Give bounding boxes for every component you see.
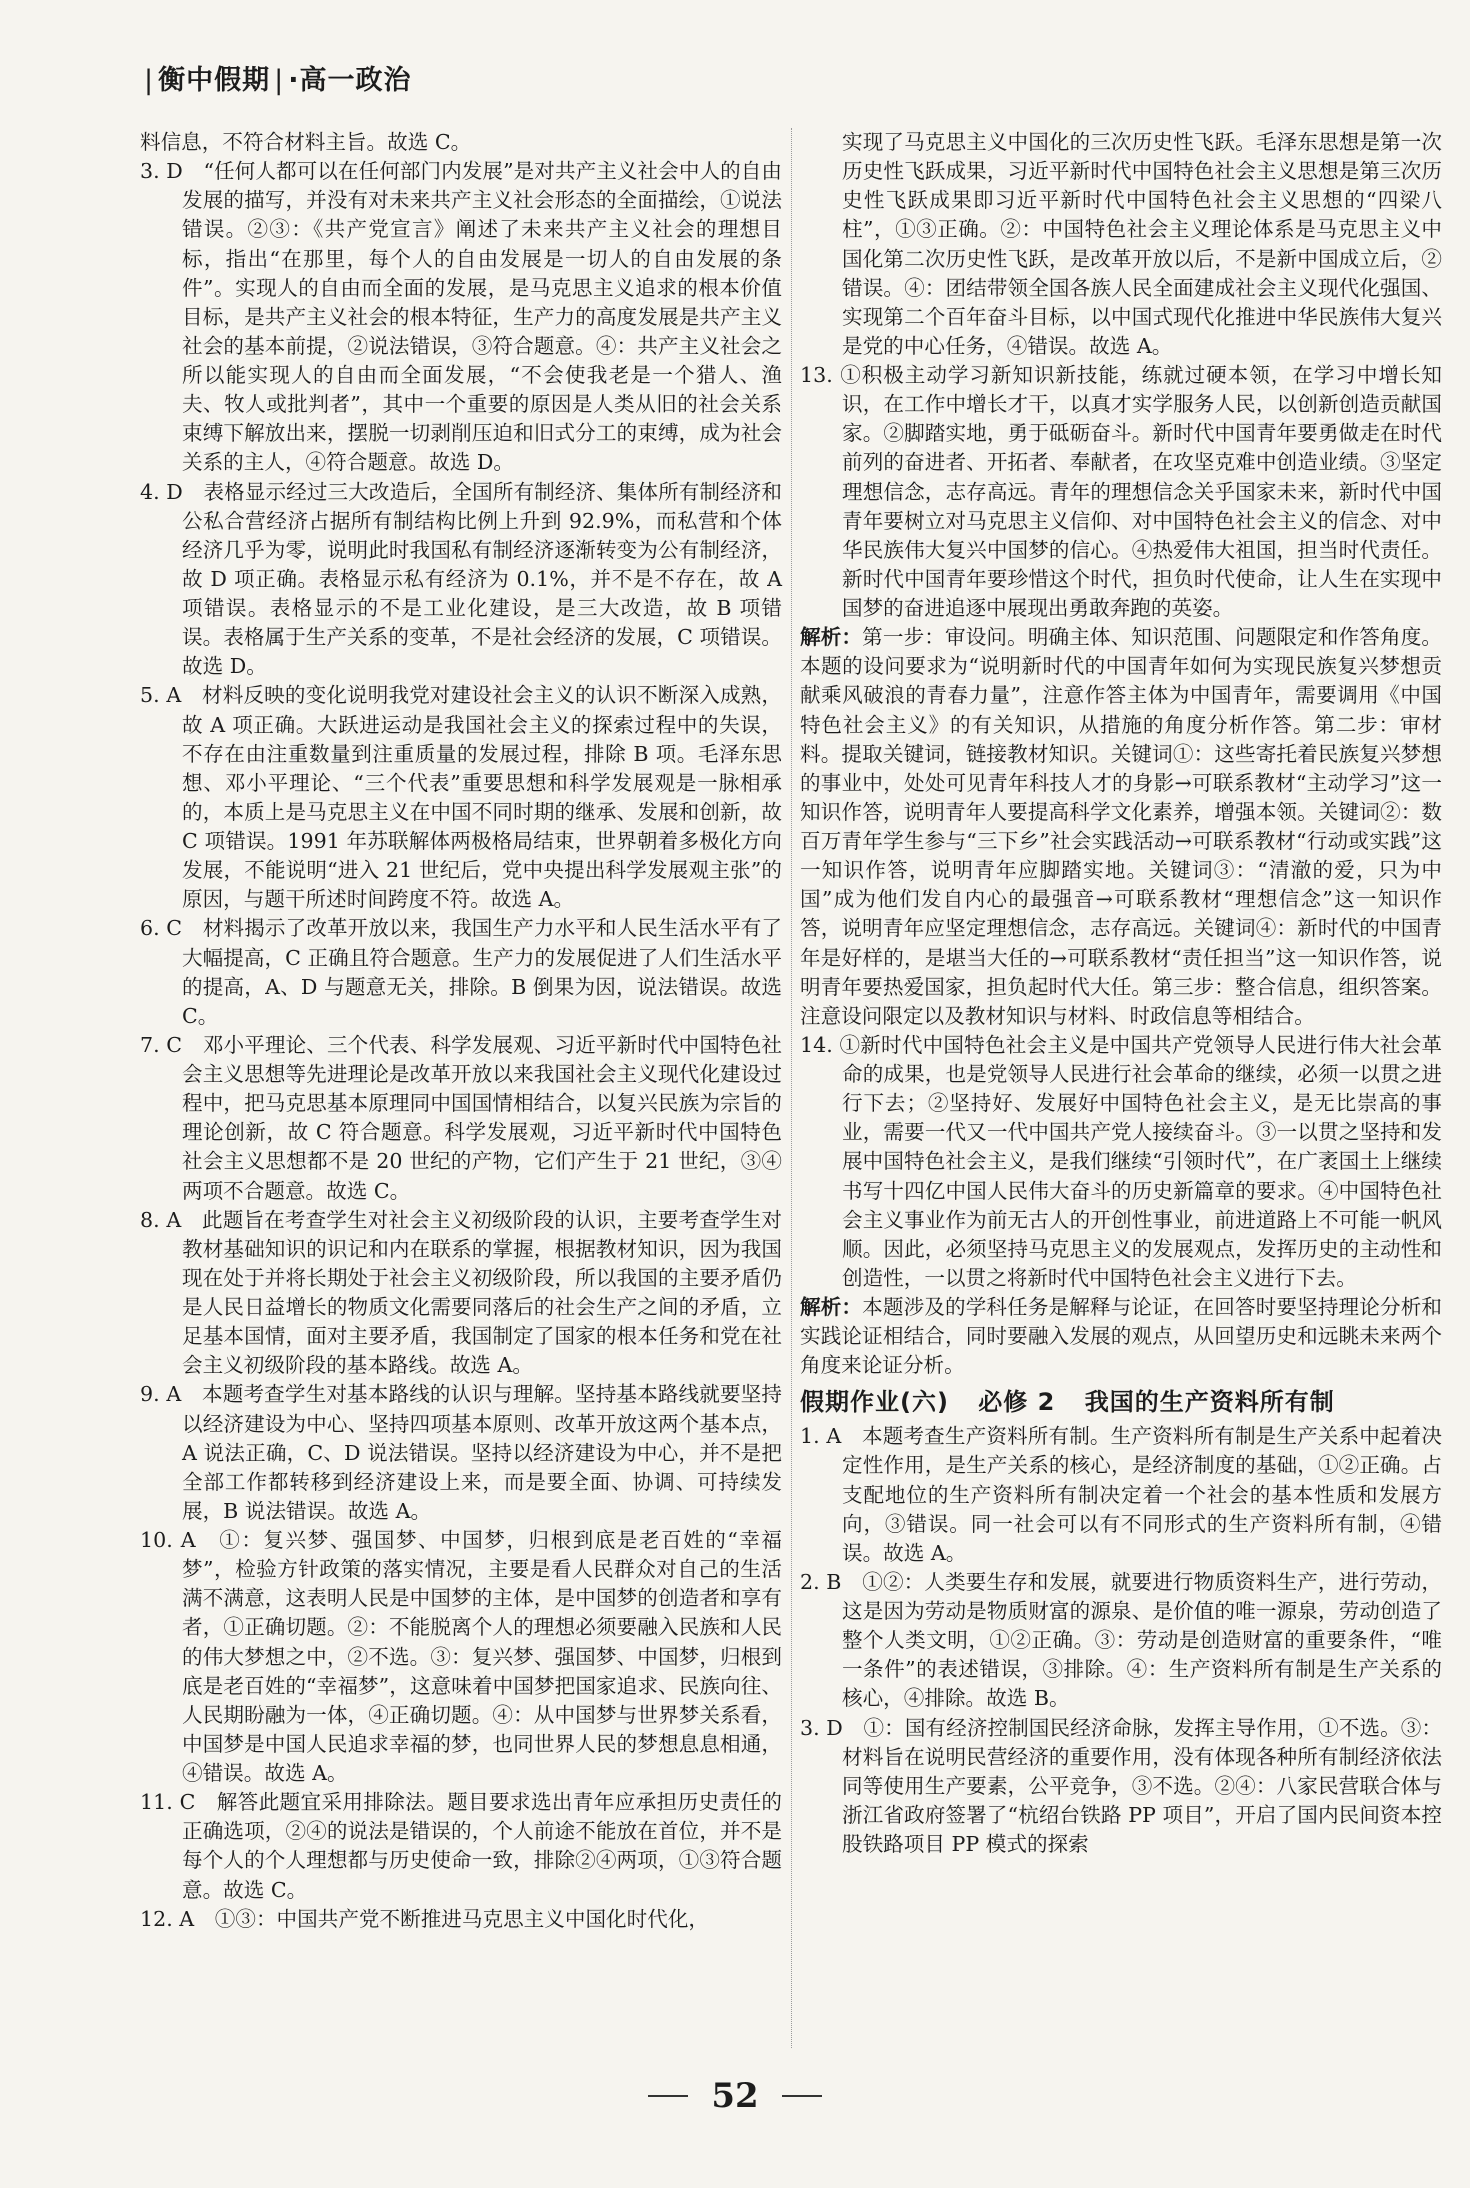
analysis-13 (800, 623, 1442, 1031)
left-column (140, 128, 782, 2028)
page-header: | 衡中假期 | ·高一政治 (144, 65, 412, 96)
page-footer (0, 2076, 1470, 2116)
section-heading (800, 1386, 1442, 1420)
answer-10: 10. A ①：复兴梦、强国梦、中国梦，归根到底是老百姓的“幸福梦”，检验方针政策的落实情况，主要是看人民群众对自己的生活满不满意，这表明人民是中国梦的主体，是中国梦的创造者和享有者，①正确切题。②：不能脱离个人的理想必须要融入民族和人民的伟大梦想之中，②不选。③：复兴梦、强国梦、中国梦，归根到底是老百姓的“幸福梦”，这意味着中国梦把国家追求、民族向往、人民期盼融为一体，④正确切题。④：从中国梦与世界梦关系看，中国梦是中国人民追求幸福的梦，也同世界人民的梦想息息相通，④错误。故选 A。 (140, 1528, 782, 1785)
section-topic: 我国的生产资料所有制 (1084, 1388, 1335, 1417)
analysis-label: 解析： (800, 625, 863, 650)
answer-5: 5. A 材料反映的变化说明我党对建设社会主义的认识不断深入成熟，故 A 项正确。大跃进运动是我国社会主义的探索过程中的失误，不存在由注重数量到注重质量的发展过程，排除 B 项。毛泽东思想、邓小平理论、“三个代表”重要思想和科学发展观是一脉相承的，本质上是马克思主义在中国不同时期的继承、发展和创新，故 C 项错误。1991 年苏联解体两极格局结束，世界朝着多极化方向发展，不能说明“进入 21 世纪后，党中央提出科学发展观主张”的原因，与题干所述时间跨度不符。故选 A。 (140, 683, 782, 912)
answer-13: 13. ①积极主动学习新知识新技能，练就过硬本领，在学习中增长知识，在工作中增长才干，以真才实学服务人民，以创新创造贡献国家。②脚踏实地，勇于砥砺奋斗。新时代中国青年要勇做走在时代前列的奋进者、开拓者、奉献者，在攻坚克难中创造业绩。③坚定理想信念，志存高远。青年的理想信念关乎国家未来，新时代中国青年要树立对马克思主义信仰、对中国特色社会主义的信念、对中华民族伟大复兴中国梦的信心。④热爱伟大祖国，担当时代责任。新时代中国青年要珍惜这个时代，担负时代使命，让人生在实现中国梦的奋进追逐中展现出勇敢奔跑的英姿。 (800, 363, 1442, 620)
answer-4: 4. D 表格显示经过三大改造后，全国所有制经济、集体所有制经济和公私合营经济占据所有制结构比例上升到 92.9%，而私营和个体经济几乎为零，说明此时我国私有制经济逐渐转变为公有制经济，故 D 项正确。表格显示私有经济为 0.1%，并不是不存在，故 A 项错误。表格显示的不是工业化建设，是三大改造，故 B 项错误。表格属于生产关系的变革，不是社会经济的发展，C 项错误。故选 D。 (140, 479, 782, 679)
footer-dash-left (648, 2095, 688, 2097)
column-divider (791, 128, 792, 2048)
left-lead: 料信息，不符合材料主旨。故选 C。 (140, 130, 472, 154)
answer-14: 14. ①新时代中国特色社会主义是中国共产党领导人民进行伟大社会革命的成果，也是党领导人民进行社会革命的继续，必须一以贯之进行下去；②坚持好、发展好中国特色社会主义，是无比崇高的事业，需要一代又一代中国共产党人接续奋斗。③一以贯之坚持和发展中国特色社会主义，是我们继续“引领时代”，在广袤国土上继续书写十四亿中国人民伟大奋斗的历史新篇章的要求。④中国特色社会主义事业作为前无古人的开创性事业，前进道路上不可能一帆风顺。因此，必须坚持马克思主义的发展观点，发挥历史的主动性和创造性，一以贯之将新时代中国特色社会主义进行下去。 (800, 1032, 1442, 1290)
footer-dash-right (782, 2095, 822, 2097)
page-number: 52 (711, 2076, 759, 2116)
brand-title: 衡中假期 (158, 65, 271, 96)
answer-7: 7. C 邓小平理论、三个代表、科学发展观、习近平新时代中国特色社会主义思想等先进理论是改革开放以来我国社会主义现代化建设过程中，把马克思基本原理同中国国情相结合，以复兴民族为宗旨的理论创新，故 C 符合题意。科学发展观，习近平新时代中国特色社会主义思想都不是 20 世纪的产物，它们产生于 21 世纪，③④两项不合题意。故选 C。 (140, 1032, 782, 1203)
answer-9: 9. A 本题考查学生对基本路线的认识与理解。坚持基本路线就要坚持以经济建设为中心、坚持四项基本原则、改革开放这两个基本点，A 说法正确，C、D 说法错误。坚持以经济建设为中心，并不是把全部工作都转移到经济建设上来，而是要全面、协调、可持续发展，B 说法错误。故选 A。 (140, 1382, 782, 1523)
answer-s6-1: 1. A 本题考查生产资料所有制。生产资料所有制是生产关系中起着决定性作用，是生产关系的核心，是经济制度的基础，①②正确。占支配地位的生产资料所有制决定着一个社会的基本性质和发展方向，③错误。同一社会可以有不同形式的生产资料所有制，④错误。故选 A。 (800, 1424, 1442, 1565)
section-book: 必修 2 (978, 1388, 1056, 1417)
answer-3: 3. D “任何人都可以在任何部门内发展”是对共产主义社会中人的自由发展的描写，并没有对未来共产主义社会形态的全面描绘，①说法错误。②③：《共产党宣言》阐述了未来共产主义社会的理想目标，指出“在那里，每个人的自由发展是一切人的自由发展的条件”。实现人的自由而全面的发展，是马克思主义追求的根本价值目标，是共产主义社会的根本特征，生产力的高度发展是共产主义社会的基本前提，②说法错误，③符合题意。④：共产主义社会之所以能实现人的自由而全面发展，“不会使我老是一个猎人、渔夫、牧人或批判者”，其中一个重要的原因是人类从旧的社会关系束缚下解放出来，摆脱一切剥削压迫和旧式分工的束缚，成为社会关系的主人，④符合题意。故选 D。 (140, 159, 782, 475)
section-title: 假期作业(六) (800, 1388, 949, 1417)
analysis-label: 解析： (800, 1295, 863, 1319)
right-lead: 实现了马克思主义中国化的三次历史性飞跃。毛泽东思想是第一次历史性飞跃成果，习近平新时代中国特色社会主义思想是第三次历史性飞跃成果即习近平新时代中国特色社会主义思想的“四梁八柱”，①③正确。②：中国特色社会主义理论体系是马克思主义中国化第二次历史性飞跃，是改革开放以后，不是新中国成立后，②错误。④：团结带领全国各族人民全面建成社会主义现代化强国、实现第二个百年奋斗目标，以中国式现代化推进中华民族伟大复兴是党的中心任务，④错误。故选 A。 (842, 130, 1442, 358)
answer-12: 12. A ①③：中国共产党不断推进马克思主义中国化时代化， (140, 1906, 710, 1931)
right-column (800, 128, 1442, 2028)
analysis-14-text: 本题涉及的学科任务是解释与论证，在回答时要坚持理论分析和实践论证相结合，同时要融入发展的观点，从回望历史和远眺未来两个角度来论证分析。 (800, 1295, 1442, 1378)
analysis-13-text: 第一步：审设问。明确主体、知识范围、问题限定和作答角度。本题的设问要求为“说明新时代的中国青年如何为实现民族复兴梦想贡献乘风破浪的青春力量”，注意作答主体为中国青年，需要调用《中国特色社会主义》的有关知识，从措施的角度分析作答。第二步：审材料。提取关键词，链接教材知识。关键词①：这些寄托着民族复兴梦想的事业中，处处可见青年科技人才的身影→可联系教材“主动学习”这一知识作答，说明青年人要提高科学文化素养，增强本领。关键词②：数百万青年学生参与“三下乡”社会实践活动→可联系教材“行动或实践”这一知识作答，说明青年应脚踏实地。关键词③：“清澈的爱，只为中国”成为他们发自内心的最强音→可联系教材“理想信念”这一知识作答，说明青年应坚定理想信念，志存高远。关键词④：新时代的中国青年是好样的，是堪当大任的→可联系教材“责任担当”这一知识作答，说明青年要热爱国家，担负起时代大任。第三步：整合信息，组织答案。注意设问限定以及教材知识与材料、时政信息等相结合。 (800, 625, 1442, 1028)
analysis-14 (800, 1293, 1442, 1380)
answer-8: 8. A 此题旨在考查学生对社会主义初级阶段的认识，主要考查学生对教材基础知识的识记和内在联系的掌握，根据教材知识，因为我国现在处于并将长期处于社会主义初级阶段，所以我国的主要矛盾仍是人民日益增长的物质文化需要同落后的社会生产之间的矛盾，立足基本国情，面对主要矛盾，我国制定了国家的根本任务和党在社会主义初级阶段的基本路线。故选 A。 (140, 1207, 782, 1378)
answer-s6-2: 2. B ①②：人类要生存和发展，就要进行物质资料生产，进行劳动，这是因为劳动是物质财富的源泉、是价值的唯一源泉，劳动创造了整个人类文明，①②正确。③：劳动是创造财富的重要条件，“唯一条件”的表述错误，③排除。④：生产资料所有制是生产关系的核心，④排除。故选 B。 (800, 1569, 1442, 1711)
answer-s6-3: 3. D ①：国有经济控制国民经济命脉，发挥主导作用，①不选。③：材料旨在说明民营经济的重要作用，没有体现各种所有制经济依法同等使用生产要素，公平竞争，③不选。②④：八家民营联合体与浙江省政府签署了“杭绍台铁路 PP 项目”，开启了国内民间资本控股铁路项目 PP 模式的探索 (800, 1715, 1442, 1857)
answer-11: 11. C 解答此题宜采用排除法。题目要求选出青年应承担历史责任的正确选项，②④的说法是错误的，个人前途不能放在首位，并不是每个人的个人理想都与历史使命一致，排除②④两项，①③符合题意。故选 C。 (140, 1790, 782, 1902)
subject-title: 高一政治 (299, 65, 412, 96)
answer-6: 6. C 材料揭示了改革开放以来，我国生产力水平和人民生活水平有了大幅提高，C 正确且符合题意。生产力的发展促进了人们生活水平的提高，A、D 与题意无关，排除。B 倒果为因，说法错误。故选 C。 (140, 916, 782, 1028)
